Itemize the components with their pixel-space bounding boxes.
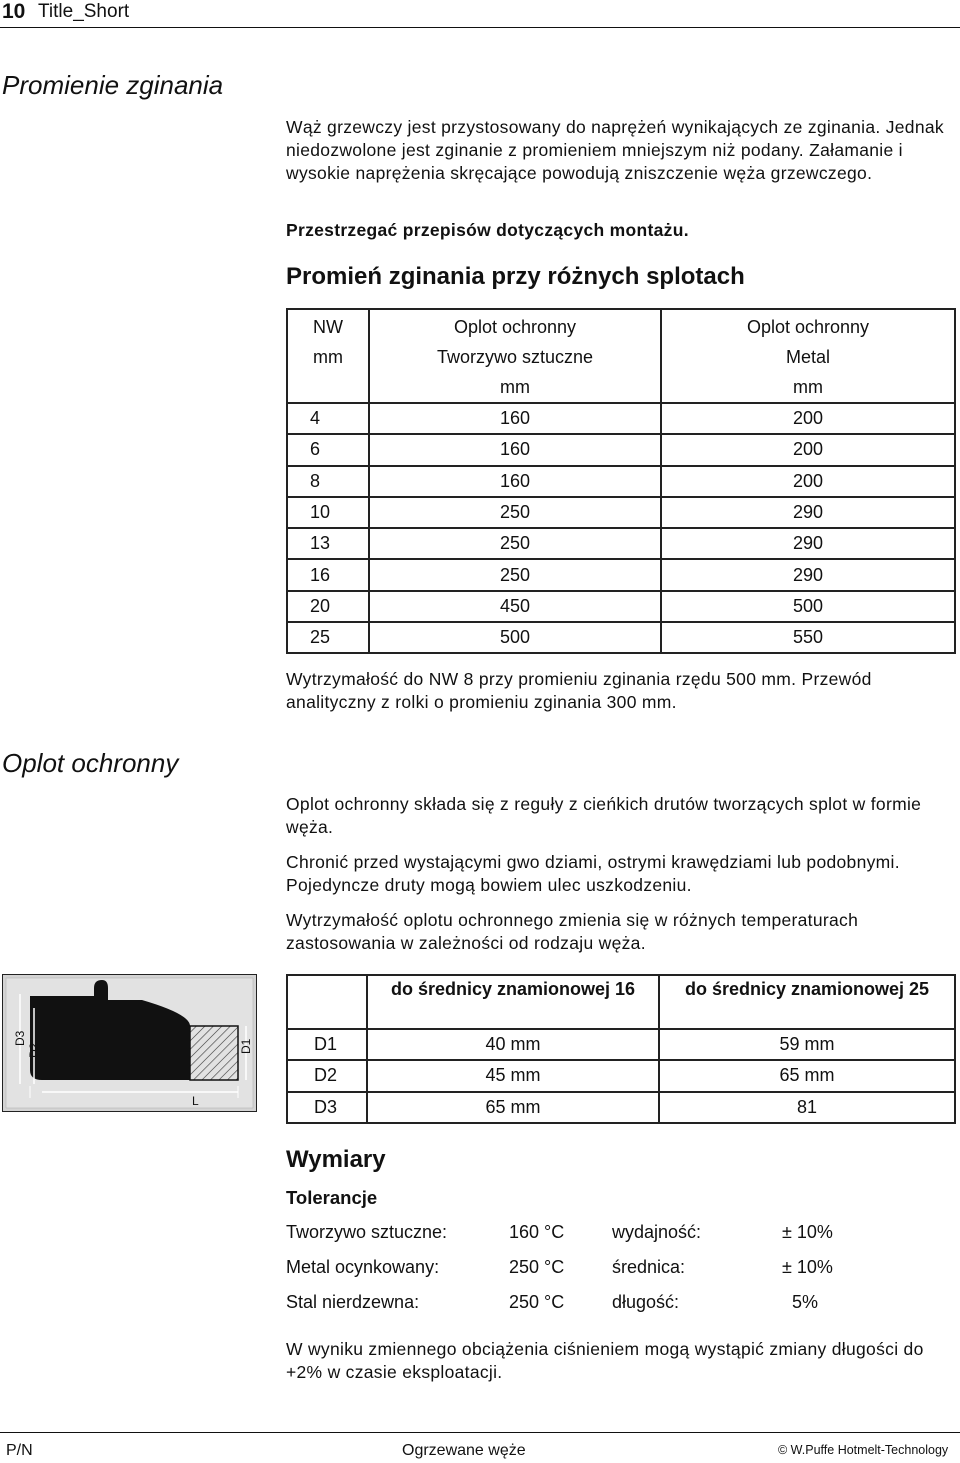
table-row: D2 45 mm 65 mm	[287, 1060, 955, 1091]
footer-divider	[0, 1432, 960, 1433]
table-row: D3 65 mm 81	[287, 1092, 955, 1123]
label-l: L	[192, 1094, 199, 1108]
section-title-bending-radius: Promienie zginania	[2, 70, 224, 100]
pressure-footnote: W wyniku zmiennego obciążenia ciśnieniem mogą wystąpić zmiany długości do +2% w czasie eksploatacji.	[286, 1339, 924, 1382]
label-d1: D1	[239, 1038, 253, 1054]
footer-document-title: Ogrzewane węże	[402, 1442, 526, 1459]
bending-paragraph: Wąż grzewczy jest przystosowany do naprężeń wynikających ze zginania. Jednak niedozwolone jest zginanie z promieniem mniejszym niż podany. Załamanie i wysokie naprężenia skręcające powodują zniszczenie węża grzewczego.	[286, 117, 944, 183]
table-row: 10 250 290	[287, 497, 955, 528]
table-row: D1 40 mm 59 mm	[287, 1029, 955, 1060]
braid-dimensions-table	[286, 974, 956, 1124]
footer-copyright: © W.Puffe Hotmelt-Technology	[778, 1443, 949, 1457]
header-cell-plastic: Oplot ochronny Tworzywo sztuczne mm	[369, 309, 661, 403]
bending-table-title: Promień zginania przy różnych splotach	[286, 263, 745, 290]
bending-radius-table	[286, 308, 956, 654]
braid-paragraph-3: Wytrzymałość oplotu ochronnego zmienia się w różnych temperaturach zastosowania w zależności od rodzaju węża.	[286, 910, 859, 953]
header-title: Title_Short	[38, 1, 130, 22]
tolerance-row: Metal ocynkowany: 250 °C średnica: ± 10%	[286, 1257, 833, 1277]
tolerance-row: Stal nierdzewna: 250 °C długość: 5%	[286, 1292, 819, 1312]
table-row: 4 160 200	[287, 403, 955, 434]
header-cell-nw: NW mm	[287, 309, 369, 403]
page-number: 10	[2, 0, 26, 23]
table-row: 25 500 550	[287, 622, 955, 653]
table-row: 6 160 200	[287, 434, 955, 465]
hose-dimension-diagram	[2, 974, 257, 1112]
footer-part-number: P/N	[6, 1442, 33, 1459]
table-row: 8 160 200	[287, 466, 955, 497]
table-row: 13 250 290	[287, 528, 955, 559]
braid-paragraph-2: Chronić przed wystającymi gwo dziami, ostrymi krawędziami lub podobnymi. Pojedyncze druty mogą bowiem ulec uszkodzeniu.	[286, 852, 900, 895]
label-d3: D3	[13, 1030, 27, 1046]
tolerance-row: Tworzywo sztuczne: 160 °C wydajność: ± 10%	[286, 1222, 833, 1242]
table-row: 16 250 290	[287, 559, 955, 590]
label-d2: D2	[27, 1042, 41, 1058]
dimensions-title: Wymiary	[286, 1146, 386, 1173]
table-row: 20 450 500	[287, 591, 955, 622]
header-divider	[0, 27, 960, 28]
bending-table-note: Wytrzymałość do NW 8 przy promieniu zginania rzędu 500 mm. Przewód analityczny z rolki o promieniu zginania 300 mm.	[286, 669, 872, 712]
tolerances-title: Tolerancje	[286, 1187, 378, 1208]
mounting-note: Przestrzegać przepisów dotyczących montażu.	[286, 220, 689, 240]
table-header-row: do średnicy znamionowej 16 do średnicy znamionowej 25	[287, 975, 955, 1029]
braid-paragraph-1: Oplot ochronny składa się z reguły z cieńkich drutów tworzących splot w formie węża.	[286, 794, 922, 837]
header-cell-metal: Oplot ochronny Metal mm	[661, 309, 955, 403]
section-title-protective-braid: Oplot ochronny	[2, 748, 179, 778]
table-header-row	[287, 309, 955, 403]
